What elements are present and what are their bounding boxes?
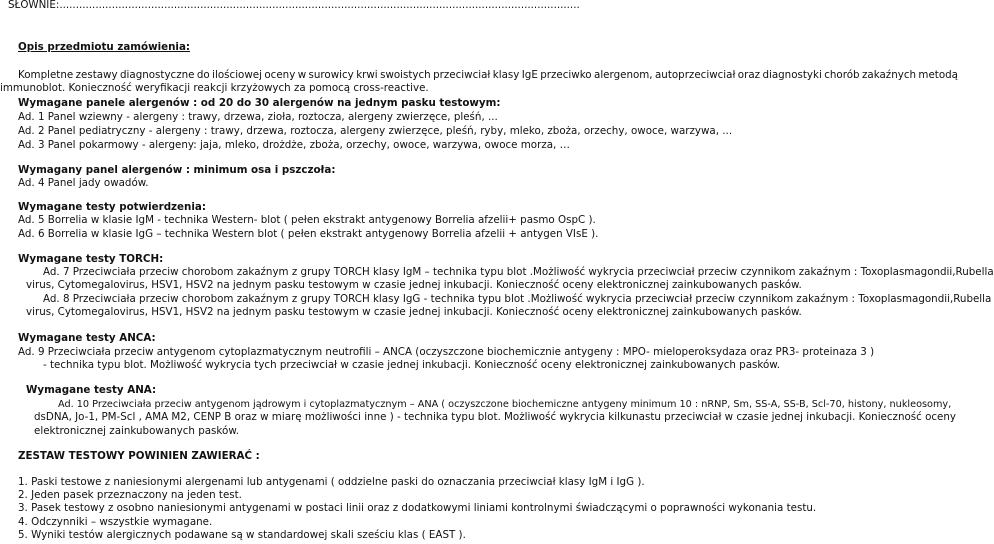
intro-word: autoprzeciwciał xyxy=(654,69,736,81)
ad1-text: Ad. 1 Panel wziewny - alergeny : trawy, drzewa, zioła, roztocza, alergeny zwierzęce, pleśń, ... xyxy=(18,111,498,123)
intro-word: przeciwciał xyxy=(433,69,491,81)
ad7-line-1-left: Ad. 7 Przeciwciała przeciw chorobom zakaźnym z grupy TORCH klasy IgM – technika typu blot .Możliwość wykrycia przeciwciał przeciw czynnikom zakaźnym : Toxoplasma xyxy=(43,266,921,278)
intro-word: klasy xyxy=(492,69,520,81)
intro-word: diagnostyki xyxy=(762,69,822,81)
torch-heading: Wymagane testy TORCH: xyxy=(18,253,164,265)
zestaw-item-4: 4. Odczynniki – wszystkie wymagane. xyxy=(18,516,213,528)
zestaw-item-5: 5. Wyniki testów alergicznych podawane są w standardowej skali sześciu klas ( EAST ). xyxy=(18,529,466,541)
slownie-dots: ............................................................................................................................................................... xyxy=(59,0,580,11)
intro-word: Kompletne xyxy=(18,69,74,81)
ad7-line-1-right: gondii,Rubella xyxy=(920,266,994,278)
panele-heading: Wymagane panele alergenów : od 20 do 30 alergenów na jednym pasku testowym: xyxy=(18,97,501,109)
header-line xyxy=(8,0,580,12)
ad5-text: Ad. 5 Borrelia w klasie IgM - technika Western- blot ( pełen ekstrakt antygenowy Borrelia afzelii+ pasmo OspC ). xyxy=(18,214,596,226)
intro-word: przeciwko xyxy=(540,69,592,81)
ad4-text: Ad. 4 Panel jady owadów. xyxy=(18,177,149,189)
zestaw-item-3: 3. Pasek testowy z osobno naniesionymi antygenami w postaci linii oraz z dodatkowymi liniami kontrolnymi świadczącymi o poprawności wykonania testu. xyxy=(18,502,817,514)
intro-word: w xyxy=(297,69,307,81)
ad8-line-1-right: gondii,Rubella xyxy=(918,293,992,305)
ad10-line-2: dsDNA, Jo-1, PM-Scl , AMA M2, CENP B oraz w miarę możliwości inne ) - technika typu blot. Możliwość wykrycia kilkunastu przeciwciał w czasie jednej inkubacji. Konieczność oceny xyxy=(34,411,956,423)
owady-heading: Wymagany panel alergenów : minimum osa i pszczoła: xyxy=(18,164,336,176)
ad10-line-3: elektronicznej zainkubowanych pasków. xyxy=(34,425,240,437)
ad10-line-1: Ad. 10 Przeciwciała przeciw antygenom jądrowym i cytoplazmatycznym – ANA ( oczyszczone biochemiczne antygeny minimum 10 : nRNP, Sm, SS-A, SS-B, Scl-70, histony, nukleosomy, xyxy=(58,399,952,410)
anca-heading: Wymagane testy ANCA: xyxy=(18,332,156,344)
intro-word: diagnostyczne xyxy=(119,69,195,81)
intro-word: krwi xyxy=(356,69,378,81)
intro-word: swoistych xyxy=(380,69,431,81)
ad8-line-1-left: Ad. 8 Przeciwciała przeciw chorobom zakaźnym z grupy TORCH klasy IgG - technika typu blot .Możliwość wykrycia przeciwciał przeciw czynnikom zakaźnym : Toxoplasma xyxy=(43,293,919,305)
ad7-line-1 xyxy=(43,266,994,279)
zestaw-heading: ZESTAW TESTOWY POWINIEN ZAWIERAĆ : xyxy=(18,450,260,462)
intro-word: zakaźnych xyxy=(861,69,917,81)
intro-word: chorób xyxy=(824,69,860,81)
potwierdzenia-heading: Wymagane testy potwierdzenia: xyxy=(18,201,206,213)
intro-word: ilościowej xyxy=(212,69,262,81)
ana-heading: Wymagane testy ANA: xyxy=(26,384,157,396)
ad8-line-1 xyxy=(43,293,992,306)
intro-word: oceny xyxy=(264,69,296,81)
ad2-text: Ad. 2 Panel pediatryczny - alergeny : trawy, drzewa, roztocza, alergeny zwierzęce, pleśń, ryby, mleko, zboża, orzechy, owoce, warzywa, ... xyxy=(18,125,733,137)
zestaw-item-2: 2. Jeden pasek przeznaczony na jeden test. xyxy=(18,489,242,501)
ad3-text: Ad. 3 Panel pokarmowy - alergeny: jaja, mleko, drożdże, zboża, orzechy, owoce, warzywa, owoce morza, … xyxy=(18,139,570,151)
intro-word: metodą xyxy=(918,69,958,81)
intro-line-2: immunoblot. Konieczność weryfikacji reakcji krzyżowych za pomocą cross-reactive. xyxy=(0,82,429,94)
ad7-line-2: virus, Cytomegalovirus, HSV1, HSV2 na jednym pasku testowym w czasie jednej inkubacji. Konieczność oceny elektronicznej zainkubowanych pasków. xyxy=(26,279,802,291)
ad9-line-2: - technika typu blot. Możliwość wykrycia tych przeciwciał w czasie jednej inkubacji. Konieczność oceny elektronicznej zainkubowanych pasków. xyxy=(43,359,781,371)
ad8-line-2: virus, Cytomegalovirus, HSV1, HSV2 na jednym pasku testowym w czasie jednej inkubacji. Konieczność oceny elektronicznej zainkubowanych pasków. xyxy=(26,306,802,318)
ad6-text: Ad. 6 Borrelia w klasie IgG – technika Western blot ( pełen ekstrakt antygenowy Borrelia afzelii + antygen VIsE ). xyxy=(18,228,599,240)
intro-word: do xyxy=(196,69,210,81)
zestaw-item-1: 1. Paski testowe z naniesionymi alergenami lub antygenami ( oddzielne paski do oznaczania przeciwciał klasy IgM i IgG ). xyxy=(18,476,645,488)
opis-title: Opis przedmiotu zamówienia: xyxy=(18,41,191,53)
intro-word: IgE xyxy=(521,69,538,81)
ad9-line-1: Ad. 9 Przeciwciała przeciw antygenom cytoplazmatycznym neutrofili – ANCA (oczyszczone biochemicznie antygeny : MPO- mieloperoksydaza oraz PR3- proteinaza 3 ) xyxy=(18,346,875,358)
slownie-label: SŁOWNIE: xyxy=(8,0,60,11)
intro-word: oraz xyxy=(737,69,761,81)
intro-line-1 xyxy=(18,69,958,82)
intro-word: alergenom, xyxy=(594,69,653,81)
intro-word: zestawy xyxy=(75,69,118,81)
intro-word: surowicy xyxy=(308,69,354,81)
